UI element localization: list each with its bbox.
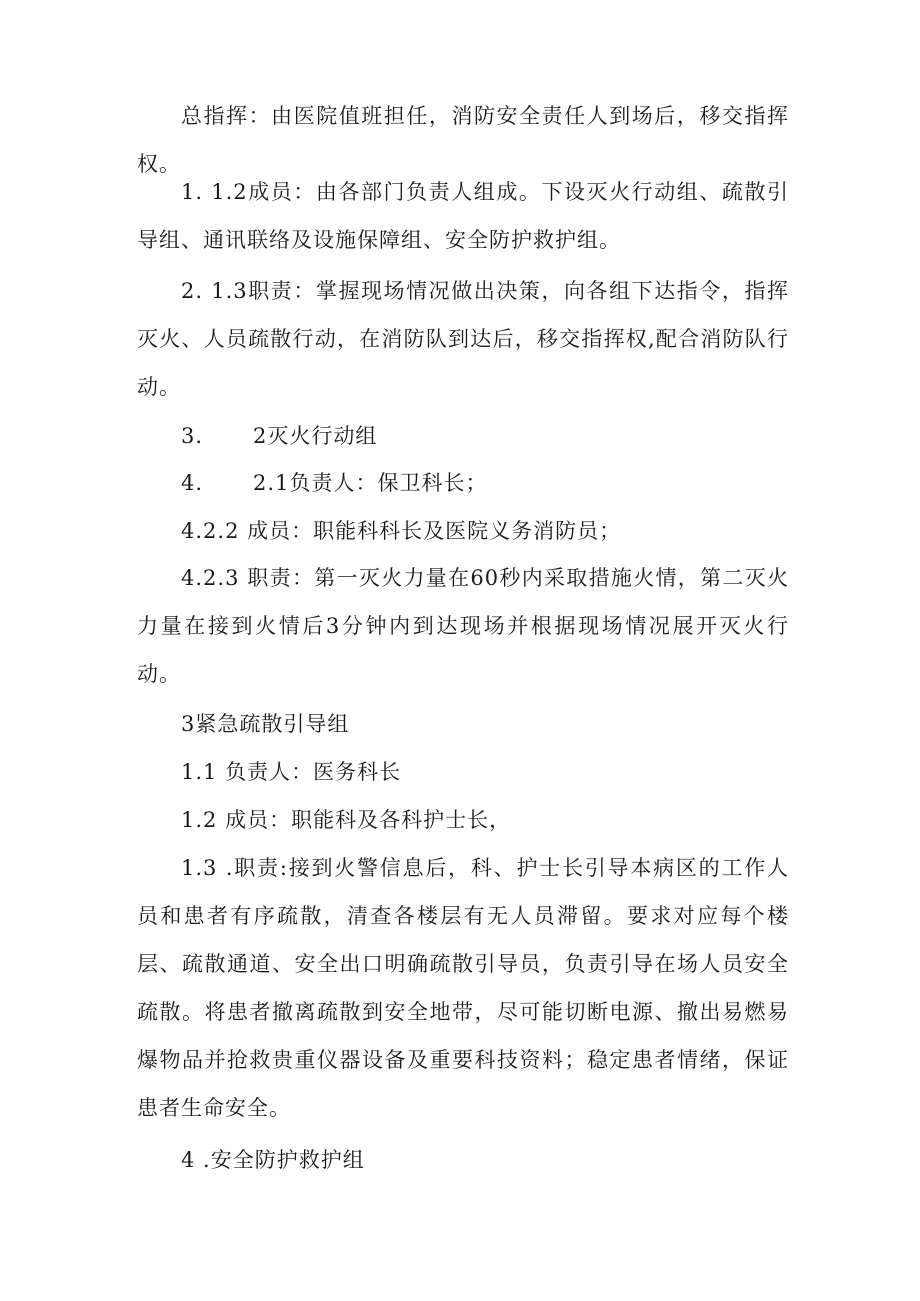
leader-text: 2.1负责人：保卫科长；: [253, 471, 488, 495]
paragraph-protection-heading: 4 .安全防护救护组: [181, 1148, 365, 1172]
paragraph-evacuation-leader: 1.1 负责人：医务科长: [181, 760, 402, 784]
list-number: 3.: [181, 424, 204, 448]
section-title: 2灭火行动组: [253, 424, 378, 448]
paragraph-evacuation-members: 1.2 成员：职能科及各科护士长，: [181, 808, 512, 832]
paragraph-fire-group-leader: [137, 459, 789, 507]
list-number: 4.: [181, 471, 204, 495]
paragraph-members: 1. 1.2成员：由各部门负责人组成。下设灭火行动组、疏散引导组、通讯联络及设施保障组、安全防护救护组。: [137, 180, 789, 252]
paragraph-commander: 总指挥：由医院值班担任，消防安全责任人到场后，移交指挥权。: [137, 104, 789, 176]
paragraph-evacuation-heading: 3紧急疏散引导组: [181, 712, 350, 736]
paragraph-fire-group-heading: [137, 412, 789, 460]
paragraph-evacuation-duties: 1.3 .职责:接到火警信息后，科、护士长引导本病区的工作人员和患者有序疏散，清查各楼层有无人员滞留。要求对应每个楼层、疏散通道、安全出口明确疏散引导员，负责引导在场人员安全疏散。将患者撤离疏散到安全地带，尽可能切断电源、撤出易燃易爆物品并抢救贵重仪器设备及重要科技资料；稳定患者情绪，保证患者生命安全。: [137, 856, 789, 1120]
paragraph-fire-group-members: 4.2.2 成员：职能科科长及医院义务消防员；: [181, 519, 622, 543]
paragraph-fire-group-duties: 4.2.3 职责：第一灭火力量在60秒内采取措施火情，第二灭火力量在接到火情后3分钟内到达现场并根据现场情况展开灭火行动。: [137, 566, 789, 686]
paragraph-duties: 2. 1.3职责：掌握现场情况做出决策，向各组下达指令，指挥灭火、人员疏散行动，在消防队到达后，移交指挥权,配合消防队行动。: [137, 279, 789, 399]
